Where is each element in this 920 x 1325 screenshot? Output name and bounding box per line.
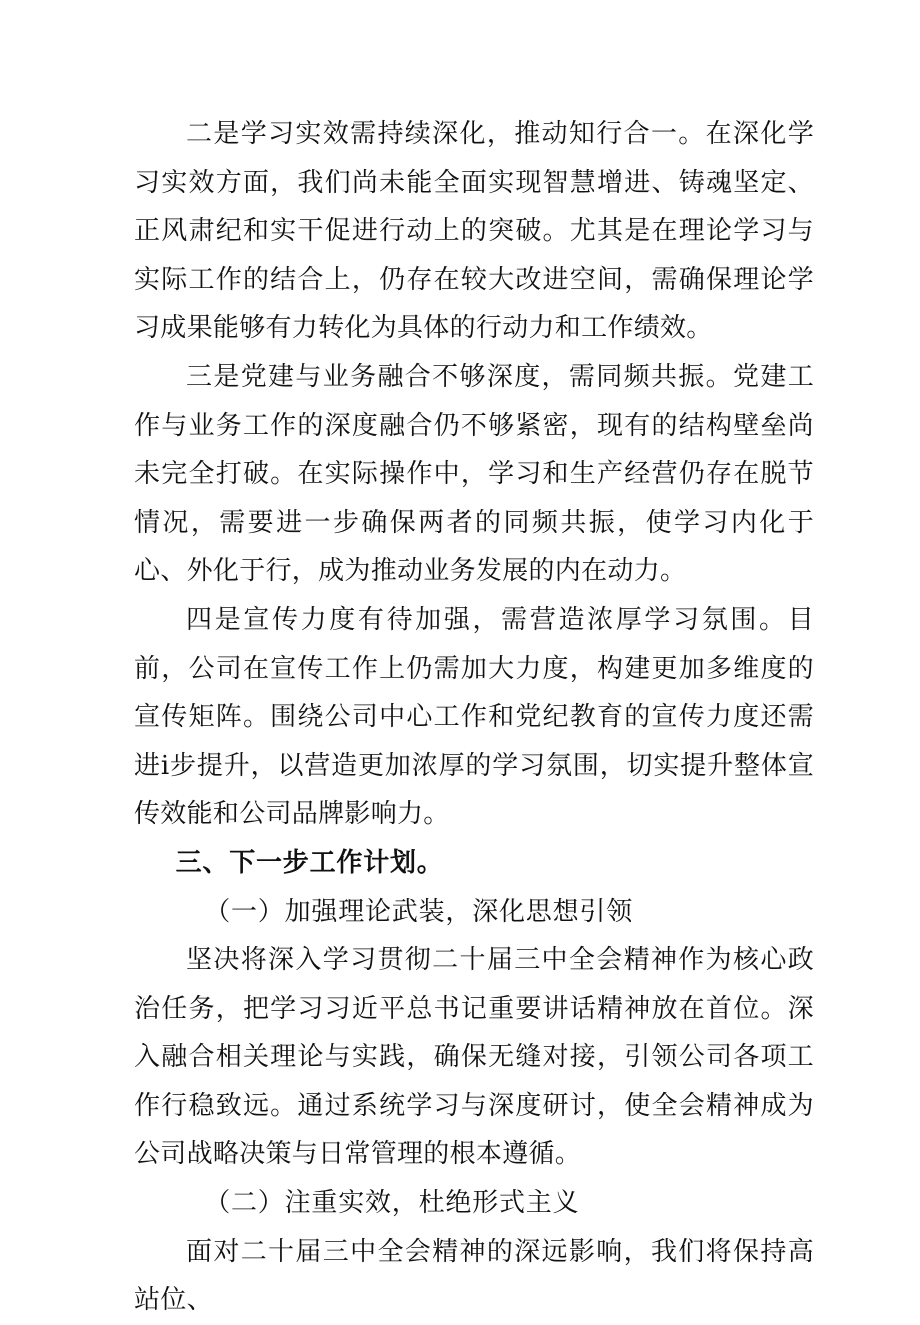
paragraph-effectiveness: 面对二十届三中全会精神的深远影响，我们将保持高站位、: [134, 1236, 814, 1316]
document-body: [134, 110, 814, 1325]
paragraph-party-business-integration: 三是党建与业务融合不够深度，需同频共振。党建工作与业务工作的深度融合仍不够紧密，现有的结构壁垒尚未完全打破。在实际操作中，学习和生产经营仍存在脱节情况，需要进一步确保两者的同频共振，使学习内化于心、外化于行，成为推动业务发展的内在动力。: [134, 361, 814, 587]
paragraph-learning-effectiveness: 二是学习实效需持续深化，推动知行合一。在深化学习实效方面，我们尚未能全面实现智慧增进、铸魂坚定、正风肃纪和实干促进行动上的突破。尤其是在理论学习与实际工作的结合上，仍存在较大改进空间，需确保理论学习成果能够有力转化为具体的行动力和工作绩效。: [134, 119, 814, 344]
paragraph-theory: 坚决将深入学习贯彻二十届三中全会精神作为核心政治任务，把学习习近平总书记重要讲话精神放在首位。深入融合相关理论与实践，确保无缝对接，引领公司各项工作行稳致远。通过系统学习与深度研讨，使全会精神成为公司战略决策与日常管理的根本遵循。: [134, 945, 814, 1170]
paragraph-publicity: 四是宣传力度有待加强，需营造浓厚学习氛围。目前，公司在宣传工作上仍需加大力度，构建更加多维度的宣传矩阵。围绕公司中心工作和党纪教育的宣传力度还需进i步提升，以营造更加浓厚的学习氛围，切实提升整体宣传效能和公司品牌影响力。: [134, 604, 814, 830]
section-heading-next-plan: 三、下一步工作计划。: [175, 847, 444, 878]
subheading-effectiveness: （二）注重实效，杜绝形式主义: [204, 1188, 580, 1219]
subheading-theory: （一）加强理论武装，深化思想引领: [204, 896, 633, 927]
